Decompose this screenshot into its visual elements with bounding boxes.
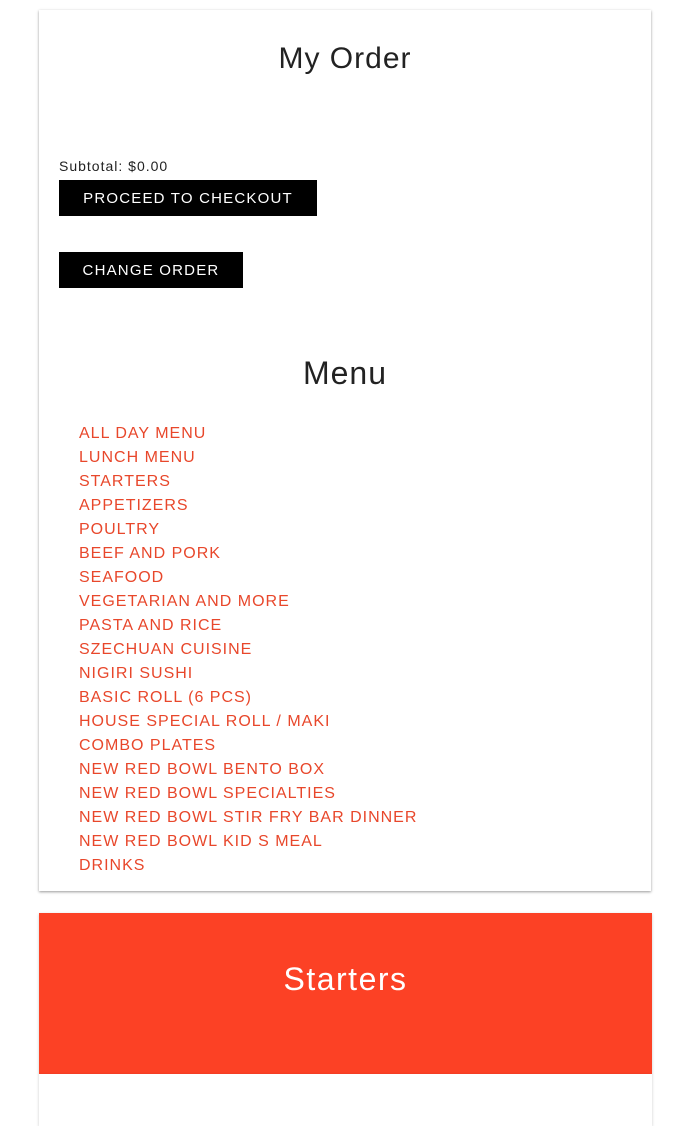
menu-item-basic-roll[interactable]: BASIC ROLL (6 PCS) [79,689,253,706]
menu-item-appetizers[interactable]: APPETIZERS [79,497,189,514]
menu-item-nigiri-sushi[interactable]: NIGIRI SUSHI [79,665,194,682]
menu-item-stir-fry-bar-dinner[interactable]: NEW RED BOWL STIR FRY BAR DINNER [79,809,418,826]
order-title: My Order [278,42,412,75]
menu-item-poultry[interactable]: POULTRY [79,521,161,538]
menu-item-lunch-menu[interactable]: LUNCH MENU [79,449,196,466]
menu-title: Menu [302,355,388,391]
section-body [39,1074,652,1126]
menu-item-all-day-menu[interactable]: ALL DAY MENU [79,425,207,442]
menu-item-specialties[interactable]: NEW RED BOWL SPECIALTIES [79,785,336,802]
menu-item-szechuan-cuisine[interactable]: SZECHUAN CUISINE [79,641,253,658]
menu-item-drinks[interactable]: DRINKS [79,857,146,874]
section-header-starters [39,913,652,1074]
menu-item-house-special-roll[interactable]: HOUSE SPECIAL ROLL / MAKI [79,713,331,730]
menu-item-bento-box[interactable]: NEW RED BOWL BENTO BOX [79,761,326,778]
order-card [39,10,651,891]
menu-item-combo-plates[interactable]: COMBO PLATES [79,737,217,754]
subtotal-text: Subtotal: $0.00 [59,158,169,174]
proceed-to-checkout-button[interactable]: PROCEED TO CHECKOUT [59,180,317,216]
menu-item-beef-and-pork[interactable]: BEEF AND PORK [79,545,221,562]
section-title: Starters [283,961,408,997]
menu-item-kids-meal[interactable]: NEW RED BOWL KID S MEAL [79,833,323,850]
menu-item-seafood[interactable]: SEAFOOD [79,569,165,586]
menu-item-pasta-and-rice[interactable]: PASTA AND RICE [79,617,223,634]
menu-item-vegetarian-and-more[interactable]: VEGETARIAN AND MORE [79,593,290,610]
menu-category-list [79,422,417,878]
change-order-button[interactable]: CHANGE ORDER [59,252,243,288]
menu-item-starters[interactable]: STARTERS [79,473,171,490]
